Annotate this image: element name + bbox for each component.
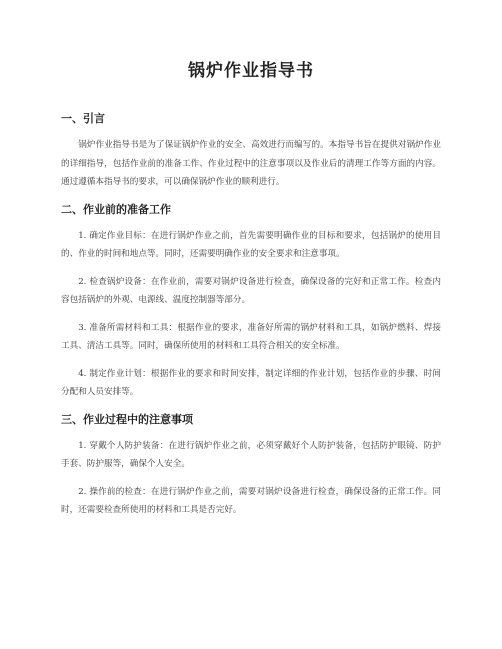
- paragraph: 2. 检查锅炉设备：在作业前，需要对锅炉设备进行检查，确保设备的完好和正常工作。检查内容包括锅炉的外观、电源线、温度控制器等部分。: [61, 276, 441, 305]
- section-heading: 三、作业过程中的注意事项: [61, 412, 193, 426]
- paragraph: 锅炉作业指导书是为了保证锅炉作业的安全、高效进行而编写的。本指导书旨在提供对锅炉作业的详细指导，包括作业前的准备工作、作业过程中的注意事项以及作业后的清理工作等方面的内容。通过遵循本指导书的要求，可以确保锅炉作业的顺利进行。: [61, 140, 441, 187]
- document-title: 锅炉作业指导书: [188, 61, 314, 81]
- section-heading: 一、引言: [61, 112, 105, 125]
- paragraph: 3. 准备所需材料和工具：根据作业的要求，准备好所需的锅炉材料和工具，如锅炉燃料、焊接工具、清洁工具等。同时，确保所使用的材料和工具符合相关的安全标准。: [61, 322, 441, 351]
- paragraph: 1. 确定作业目标：在进行锅炉作业之前，首先需要明确作业的目标和要求，包括锅炉的使用目的、作业的时间和地点等。同时，还需要明确作业的安全要求和注意事项。: [61, 230, 441, 259]
- section-precautions: [61, 411, 441, 520]
- paragraph: 1. 穿戴个人防护装备：在进行锅炉作业之前，必须穿戴好个人防护装备，包括防护眼镜、防护手套、防护服等，确保个人安全。: [61, 440, 441, 469]
- section-heading: 二、作业前的准备工作: [61, 202, 171, 216]
- paragraph: 2. 操作前的检查：在进行锅炉作业之前，需要对锅炉设备进行检查，确保设备的正常工作。同时，还需要检查所使用的材料和工具是否完好。: [61, 486, 441, 515]
- section-preparation: [61, 201, 441, 402]
- paragraph: 4. 制定作业计划：根据作业的要求和时间安排，制定详细的作业计划，包括作业的步骤、时间分配和人员安排等。: [61, 368, 441, 397]
- section-introduction: [61, 110, 441, 192]
